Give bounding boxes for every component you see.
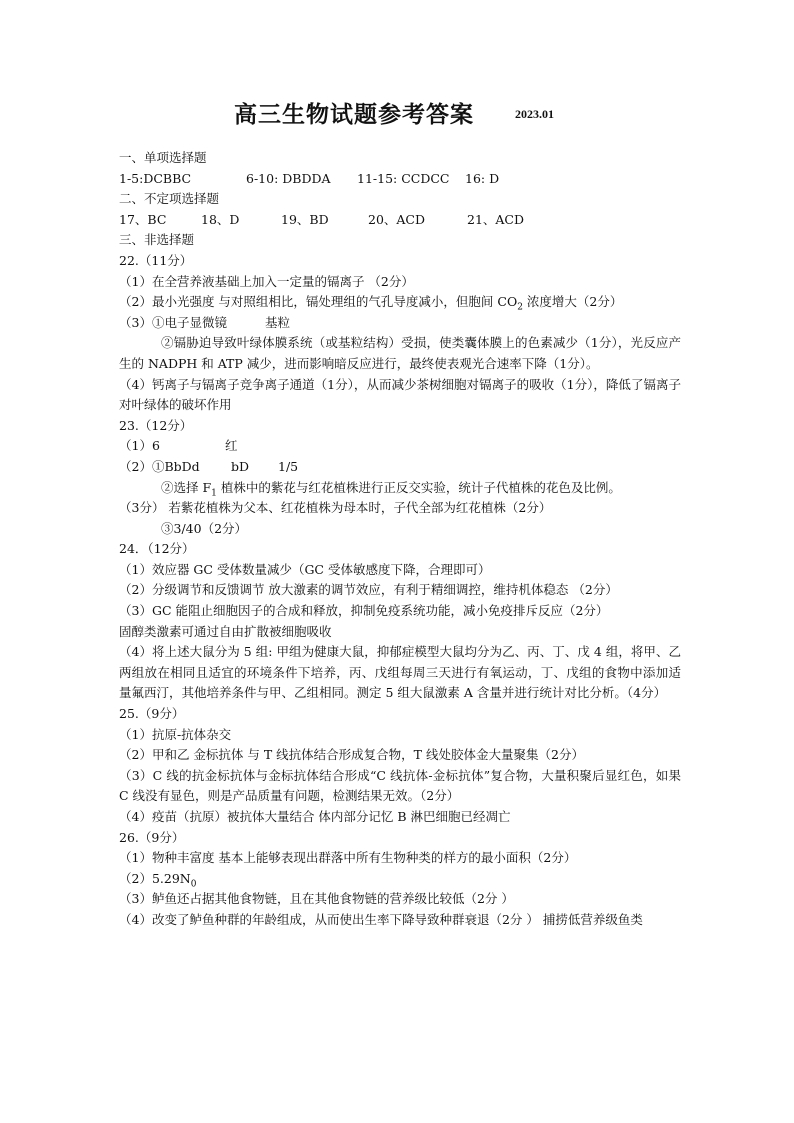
exam-date: 2023.01 <box>515 107 554 121</box>
answer-group: 1-5:DCBBC <box>119 170 192 186</box>
answer-line: （1）在全营养液基础上加入一定量的镉离子 （2分） <box>119 273 414 289</box>
answer-line: （1）效应器 GC 受体数量减少（GC 受体敏感度下降，合理即可） <box>119 561 491 577</box>
answer-group: 19、BD <box>281 211 329 227</box>
answer-group: 16: D <box>465 170 500 186</box>
answer-line: ③3/40（2分） <box>161 520 248 536</box>
section-heading: 二、不定项选择题 <box>119 191 220 207</box>
answer-text: （2）①BbDd <box>119 458 200 474</box>
answer-line: （3分） 若紫花植株为父本、红花植株为母本时，子代全部为红花植株（2分） <box>119 500 552 516</box>
answer-line <box>119 478 681 499</box>
answer-group: 21、ACD <box>467 211 525 227</box>
page-title: 高三生物试题参考答案 <box>234 101 474 128</box>
answer-line <box>119 292 681 313</box>
answer-paragraph: （4）将上述大鼠分为 5 组: 甲组为健康大鼠，抑郁症模型大鼠均分为乙、丙、丁、戊 4 组，将甲、乙两组放在相同且适宜的环境条件下培养，丙、戊组每周三天进行有氧运动，丁、戊组的食物中添加适量氟西汀，其他培养条件与甲、乙组相同。测定 5 组大鼠激素 A 含量并进行统计对比分析。（4分） <box>119 644 681 701</box>
multi-choice-answers <box>119 210 681 231</box>
answer-group: 18、D <box>201 211 240 227</box>
answer-line: （3）GC 能阻止细胞因子的合成和释放，抑制免疫系统功能，减小免疫排斥反应（2分） <box>119 603 609 619</box>
answer-line <box>119 457 681 478</box>
answer-body <box>119 148 681 931</box>
answer-text: bD <box>231 458 250 474</box>
answer-paragraph: ②镉胁迫导致叶绿体膜系统（或基粒结构）受损，使类囊体膜上的色素减少（1分），光反应产生的 NADPH 和 ATP 减少，进而影响暗反应进行，最终使表观光合速率下降（1分）。 <box>119 335 681 371</box>
answer-text: 基粒 <box>265 314 291 330</box>
answer-group: 6-10: DBDDA <box>246 170 331 186</box>
answer-line: （1）抗原-抗体杂交 <box>119 726 232 742</box>
answer-paragraph: （4）改变了鲈鱼种群的年龄组成，从而使出生率下降导致种群衰退（2分 ） 捕捞低营养级鱼类 <box>119 911 643 927</box>
section-heading: 三、非选择题 <box>119 232 195 248</box>
answer-group: 20、ACD <box>368 211 426 227</box>
answer-group: 17、BC <box>119 211 167 227</box>
subscript: 2 <box>517 302 523 313</box>
answer-group: 11-15: CCDCC <box>357 170 450 186</box>
single-choice-answers <box>119 169 681 190</box>
subscript: 0 <box>190 879 197 890</box>
question-heading: 23.（12分） <box>119 417 193 433</box>
answer-line <box>119 313 681 334</box>
answer-paragraph: （2）分级调节和反馈调节 放大激素的调节效应，有利于精细调控，维持机体稳态 （2分） <box>119 582 618 598</box>
answer-text: （2）最小光强度 与对照组相比，镉处理组的气孔导度减小，但胞间 CO <box>119 294 518 310</box>
title-row <box>0 96 794 132</box>
answer-text: ②选择 F <box>161 479 212 495</box>
answer-paragraph: （3）C 线的抗金标抗体与金标抗体结合形成“C 线抗体-金标抗体”复合物，大量积聚后显红色，如果 C 线没有显色，则是产品质量有问题，检测结果无效。（2分） <box>119 767 681 804</box>
answer-text: （3）①电子显微镜 <box>119 314 227 330</box>
answer-text: 植株中的紫花与红花植株进行正反交实验，统计子代植株的花色及比例。 <box>216 479 621 495</box>
question-heading: 22.（11分） <box>119 252 193 268</box>
answer-text: 1/5 <box>278 458 299 474</box>
answer-text: 红 <box>225 438 238 454</box>
section-heading: 一、单项选择题 <box>119 150 207 165</box>
answer-paragraph: （4）钙离子与镉离子竞争离子通道（1分），从而减少茶树细胞对镉离子的吸收（1分），降低了镉离子对叶绿体的破坏作用 <box>119 376 681 413</box>
answer-text: 浓度增大（2分） <box>522 294 623 310</box>
question-heading: 25.（9分） <box>119 706 185 722</box>
question-heading: 26.（9分） <box>119 829 185 845</box>
answer-line <box>119 436 681 457</box>
answer-text: （2）5.29N <box>119 870 191 886</box>
subscript: 1 <box>211 488 217 498</box>
answer-line: 固醇类激素可通过自由扩散被细胞吸收 <box>119 623 332 639</box>
answer-line: （3）鲈鱼还占据其他食物链，且在其他食物链的营养级比较低（2分 ） <box>119 891 514 907</box>
answer-line: （1）物种丰富度 基本上能够表现出群落中所有生物种类的样方的最小面积（2分） <box>119 850 577 866</box>
answer-line <box>119 869 681 890</box>
question-heading: 24．（12分） <box>119 541 195 557</box>
answer-text: （1）6 <box>119 438 160 454</box>
answer-line: （4）疫苗（抗原）被抗体大量结合 体内部分记忆 B 淋巴细胞已经凋亡 <box>119 809 511 824</box>
answer-line: （2）甲和乙 金标抗体 与 T 线抗体结合形成复合物，T 线处胶体金大量聚集（2分） <box>119 747 584 763</box>
